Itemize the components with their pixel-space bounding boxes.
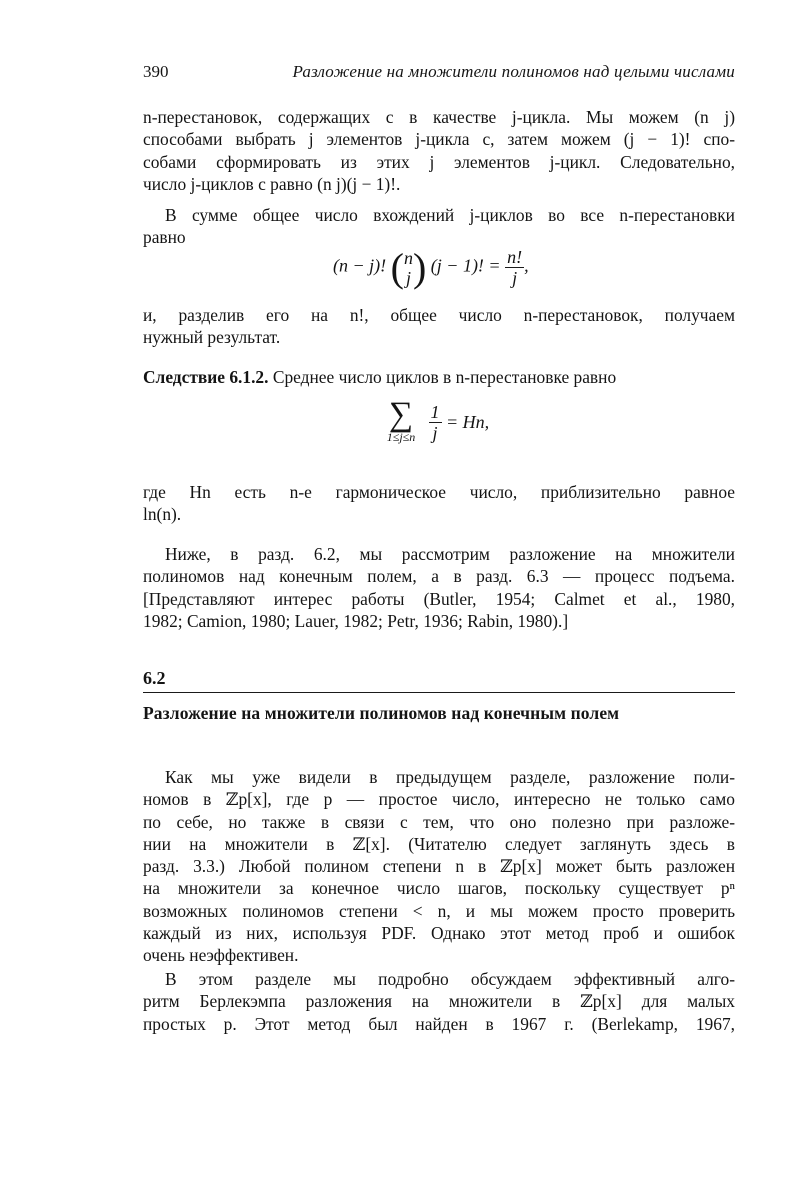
binom-bottom: j bbox=[405, 267, 411, 288]
text-line: [Представляют интерес работы (Butler, 1954; Calmet et al., 1980, bbox=[143, 588, 735, 609]
text-line: n-перестановок, содержащих c в качестве j-цикла. Мы можем (n j) bbox=[143, 107, 735, 127]
text-line: каждый из них, используя PDF. Однако этот метод проб и ошибок bbox=[143, 923, 735, 944]
text-line: В этом разделе мы подробно обсуждаем эффективный алго- bbox=[165, 969, 735, 989]
text-line: ln(n). bbox=[143, 504, 182, 525]
text-line: простых p. Этот метод был найден в 1967 г. (Berlekamp, 1967, bbox=[143, 1013, 735, 1034]
paragraph-6 bbox=[143, 766, 735, 967]
text-line: полиномов над конечным полем, а в разд. 6.3 — процесс подъема. bbox=[143, 566, 735, 587]
formula-binomial bbox=[333, 244, 529, 291]
text-line: ритм Берлекэмпа разложения на множители в ℤp[x] для малых bbox=[143, 991, 735, 1012]
fraction bbox=[429, 402, 442, 443]
text-line: и, разделив его на n!, общее число n-перестановок, получаем bbox=[143, 305, 735, 325]
text-line: на множители за конечное число шагов, поскольку существует pⁿ bbox=[143, 878, 735, 899]
corollary bbox=[143, 366, 735, 388]
section-number: 6.2 bbox=[143, 668, 166, 688]
section-rule bbox=[143, 692, 735, 693]
paragraph-5 bbox=[143, 543, 735, 632]
frac-numerator: 1 bbox=[430, 402, 440, 422]
text-line: где Hn есть n-е гармоническое число, приблизительно равное bbox=[143, 482, 735, 502]
text-line: собами сформировать из этих j элементов j-цикл. Следовательно, bbox=[143, 151, 735, 172]
corollary-label: Следствие 6.1.2. bbox=[143, 367, 269, 387]
text-line: возможных полиномов степени < n, и мы можем просто проверить bbox=[143, 900, 735, 921]
binomial: ( n j ) bbox=[390, 245, 427, 290]
text-line: разд. 3.3.) Любой полином степени n в ℤp[x] может быть разложен bbox=[143, 856, 735, 877]
paragraph-4 bbox=[143, 481, 735, 526]
corollary-text: Среднее число циклов в n-перестановке равно bbox=[272, 367, 617, 387]
formula-left: (n − j)! bbox=[333, 255, 387, 276]
formula-harmonic bbox=[378, 396, 490, 445]
formula-middle: (j − 1)! = bbox=[430, 255, 501, 276]
text-line: 1982; Camion, 1980; Lauer, 1982; Petr, 1936; Rabin, 1980).] bbox=[143, 610, 569, 631]
sum-symbol: ∑ bbox=[388, 396, 414, 433]
paragraph-2 bbox=[143, 204, 735, 249]
fraction bbox=[505, 247, 524, 288]
frac-numerator: n! bbox=[507, 247, 523, 267]
text-line: Как мы уже видели в предыдущем разделе, разложение поли- bbox=[165, 767, 735, 787]
text-line: по себе, но также в связи с тем, что оно полезно при разложе- bbox=[143, 811, 735, 832]
page-number: 390 bbox=[143, 62, 169, 81]
paragraph-3 bbox=[143, 304, 735, 349]
frac-denominator: j bbox=[512, 268, 518, 288]
sum bbox=[378, 396, 424, 445]
text-line: Ниже, в разд. 6.2, мы рассмотрим разложение на множители bbox=[165, 544, 735, 564]
running-title: Разложение на множители полиномов над целыми числами bbox=[292, 62, 735, 81]
text-line: способами выбрать j элементов j-цикла c, затем можем (j − 1)! спо- bbox=[143, 129, 735, 150]
formula-rhs: = Hn, bbox=[446, 412, 490, 432]
text-line: нии на множители в ℤ[x]. (Читателю следует заглянуть здесь в bbox=[143, 833, 735, 854]
running-header bbox=[143, 62, 735, 86]
formula-tail: , bbox=[524, 255, 529, 276]
paragraph-7 bbox=[143, 968, 735, 1035]
section-title: Разложение на множители полиномов над конечным полем bbox=[143, 703, 620, 723]
text-line: равно bbox=[143, 227, 186, 248]
text-line: В сумме общее число вхождений j-циклов во все n-перестановки bbox=[165, 205, 735, 225]
text-line: очень неэффективен. bbox=[143, 945, 299, 966]
frac-denominator: j bbox=[432, 423, 438, 443]
sum-subscript: 1≤j≤n bbox=[386, 430, 416, 444]
text-line: число j-циклов c равно (n j)(j − 1)!. bbox=[143, 173, 401, 194]
text-line: номов в ℤp[x], где p — простое число, интересно не только само bbox=[143, 789, 735, 810]
paragraph-1 bbox=[143, 106, 735, 195]
text-line: нужный результат. bbox=[143, 327, 281, 348]
binom-top: n bbox=[403, 247, 413, 268]
